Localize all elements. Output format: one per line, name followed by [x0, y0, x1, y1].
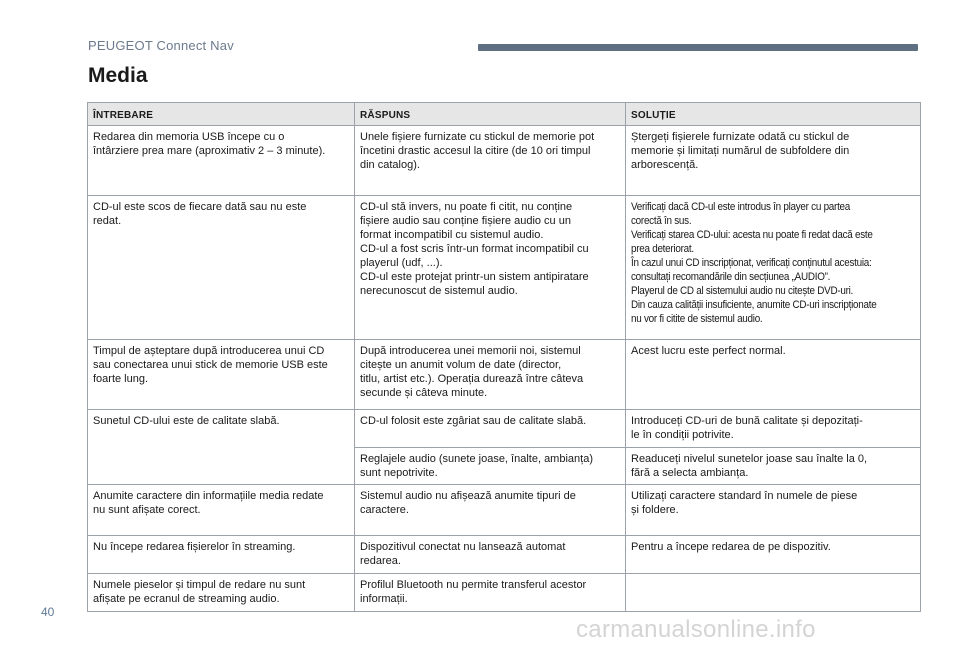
table-row: [88, 196, 921, 340]
solution-cell: Acest lucru este perfect normal.: [626, 340, 921, 410]
column-header-question: ÎNTREBARE: [88, 103, 355, 126]
answer-cell: CD-ul folosit este zgâriat sau de calitate slabă.: [355, 410, 626, 448]
table-header-row: [88, 103, 921, 126]
answer-cell: Sistemul audio nu afișează anumite tipuri de caractere.: [355, 485, 626, 536]
section-title: Media: [88, 64, 148, 87]
watermark: carmanualsonline.info: [576, 616, 816, 643]
question-cell: Timpul de așteptare după introducerea unui CD sau conectarea unui stick de memorie USB este foarte lung.: [88, 340, 355, 410]
answer-cell: După introducerea unei memorii noi, sistemul citește un anumit volum de date (director, titlu, artist etc.). Operația durează între câteva secunde și câteva minute.: [355, 340, 626, 410]
faq-table: [87, 102, 921, 612]
answer-cell: CD-ul stă invers, nu poate fi citit, nu conține fișiere audio sau conține fișiere audio cu un format incompatibil cu sistemul audio. CD-ul a fost scris într-un format incompatibil cu playerul (udf, ...). CD-ul este protejat printr-un sistem antipiratare nerecunoscut de sistemul audio.: [355, 196, 626, 340]
table-row: [88, 574, 921, 612]
table-row: [88, 340, 921, 410]
header-bar: [478, 44, 918, 51]
question-cell: Numele pieselor și timpul de redare nu sunt afișate pe ecranul de streaming audio.: [88, 574, 355, 612]
question-cell: Nu începe redarea fișierelor în streaming.: [88, 536, 355, 574]
column-header-answer: RĂSPUNS: [355, 103, 626, 126]
answer-cell: Unele fișiere furnizate cu stickul de memorie pot încetini drastic accesul la citire (de 10 ori timpul din catalog).: [355, 126, 626, 196]
solution-cell: Utilizați caractere standard în numele de piese și foldere.: [626, 485, 921, 536]
question-cell: Redarea din memoria USB începe cu o întârziere prea mare (aproximativ 2 – 3 minute).: [88, 126, 355, 196]
table-row: [88, 485, 921, 536]
solution-cell: [626, 196, 921, 340]
solution-cell: [626, 574, 921, 612]
solution-cell: Ștergeți fișierele furnizate odată cu stickul de memorie și limitați numărul de subfoldere din arborescență.: [626, 126, 921, 196]
answer-cell: Reglajele audio (sunete joase, înalte, ambianța) sunt nepotrivite.: [355, 448, 626, 485]
table-row: [88, 126, 921, 196]
answer-cell: Profilul Bluetooth nu permite transferul acestor informații.: [355, 574, 626, 612]
header-title: PEUGEOT Connect Nav: [88, 38, 234, 53]
question-cell: Sunetul CD-ului este de calitate slabă.: [88, 410, 355, 485]
column-header-solution: SOLUȚIE: [626, 103, 921, 126]
table-row: [88, 536, 921, 574]
solution-cell: Readuceți nivelul sunetelor joase sau înalte la 0, fără a selecta ambianța.: [626, 448, 921, 485]
question-cell: CD-ul este scos de fiecare dată sau nu este redat.: [88, 196, 355, 340]
solution-cell-text: Verificați dacă CD-ul este introdus în player cu partea corectă în sus. Verificați starea CD-ului: acesta nu poate fi redat dacă este prea deteriorat. În cazul unui CD inscripționat, verificați conținutul acestuia: consultați recomandările din secțiunea „AUDIO”. Playerul de CD al sistemului audio nu citește DVD-uri. Din cauza calității insuficiente, anumite CD-uri inscripționate nu vor fi citite de sistemul audio.: [631, 201, 877, 325]
solution-cell: Pentru a începe redarea de pe dispozitiv.: [626, 536, 921, 574]
table-row: [88, 410, 921, 448]
solution-cell: Introduceți CD-uri de bună calitate și depozitați- le în condiții potrivite.: [626, 410, 921, 448]
question-cell: Anumite caractere din informațiile media redate nu sunt afișate corect.: [88, 485, 355, 536]
answer-cell: Dispozitivul conectat nu lansează automat redarea.: [355, 536, 626, 574]
page-number: 40: [41, 605, 55, 619]
